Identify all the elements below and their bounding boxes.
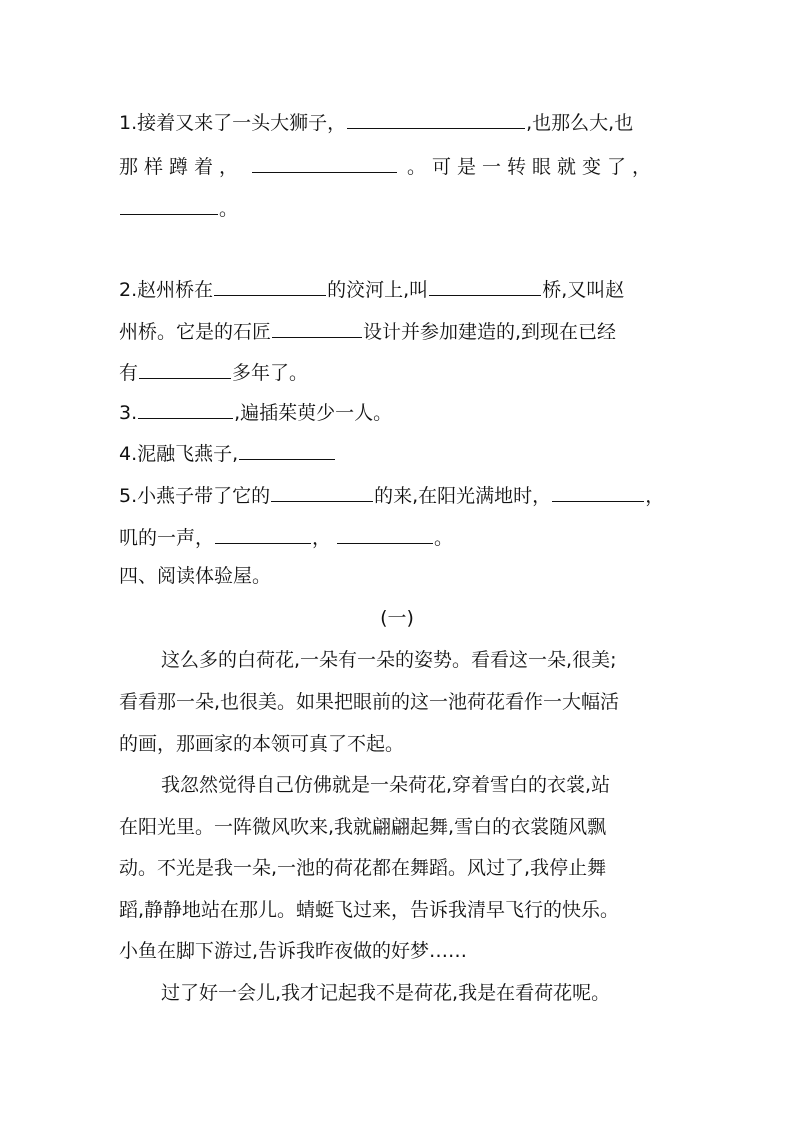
q5-blank-4[interactable]: [337, 523, 433, 544]
q1-text-5: 。: [219, 198, 239, 220]
q2-text-4: 州桥。它是的石匠: [119, 321, 272, 343]
q5-text-2: 的来,在阳光满地时，: [374, 485, 552, 507]
passage-heading: (一): [380, 607, 414, 629]
q5-blank-3[interactable]: [215, 523, 311, 544]
passage-p2-line-5: 小鱼在脚下游过,告诉我昨夜做的好梦……: [119, 940, 468, 962]
q1-blank-1[interactable]: [347, 108, 525, 129]
q1-text-4: 。可是一转眼就变了，: [407, 156, 658, 178]
q3-line: [119, 398, 694, 425]
passage-p3-line-1: 过了好一会儿,我才记起我不是荷花,我是在看荷花呢。: [161, 982, 611, 1004]
passage-p2-line-2: 在阳光里。一阵微风吹来,我就翩翩起舞,雪白的衣裳随风飘: [119, 816, 607, 838]
q2-line-1: [119, 275, 694, 302]
section-title: 四、阅读体验屋。: [119, 565, 272, 587]
q2-blank-3[interactable]: [272, 317, 362, 338]
q5-blank-2[interactable]: [552, 481, 644, 502]
q2-text-1: 2.赵州桥在: [119, 279, 214, 301]
q2-blank-2[interactable]: [429, 275, 541, 296]
q5-line-1: [119, 481, 694, 508]
q5-text-6: 。: [434, 527, 454, 549]
q2-line-2: [119, 317, 694, 344]
q5-blank-1[interactable]: [271, 481, 373, 502]
passage-p2-line-3: 动。不光是我一朵,一池的荷花都在舞蹈。风过了,我停止舞: [119, 857, 607, 879]
q2-text-3: 桥,又叫赵: [542, 279, 625, 301]
q2-text-5: 设计并参加建造的,到现在已经: [363, 321, 617, 343]
q1-blank-2[interactable]: [252, 152, 397, 173]
q1-line-2: [119, 152, 694, 179]
q5-text-5: ，: [312, 527, 332, 549]
q2-line-3: [119, 358, 694, 385]
q1-text-1: 1.接着又来了一头大狮子，: [119, 112, 347, 134]
q4-text-1: 4.泥融飞燕子,: [119, 443, 239, 465]
q5-line-2: [119, 523, 694, 550]
q3-text-2: ,遍插茱萸少一人。: [234, 402, 393, 424]
q2-text-6: 有: [119, 362, 139, 384]
q2-text-7: 多年了。: [232, 362, 309, 384]
passage-p2-line-4: 蹈,静静地站在那儿。蜻蜓飞过来，告诉我清早飞行的快乐。: [119, 899, 620, 921]
q5-text-4: 叽的一声，: [119, 527, 215, 549]
q2-text-2: 的洨河上,叫: [327, 279, 429, 301]
q1-text-2: ,也那么大,也: [526, 112, 634, 134]
q3-blank-1[interactable]: [138, 398, 233, 419]
q4-line: [119, 439, 694, 466]
passage-p1-line-1: 这么多的白荷花,一朵有一朵的姿势。看看这一朵,很美;: [161, 649, 617, 671]
q1-line-3: [119, 194, 694, 221]
q3-text-1: 3.: [119, 402, 138, 424]
q5-text-3: ，: [645, 485, 665, 507]
q2-blank-4[interactable]: [139, 358, 231, 379]
q5-text-1: 5.小燕子带了它的: [119, 485, 271, 507]
passage-p1-line-3: 的画，那画家的本领可真了不起。: [119, 733, 405, 755]
passage-p1-line-2: 看看那一朵,也很美。如果把眼前的这一池荷花看作一大幅活: [119, 691, 620, 713]
q1-text-3: 那样蹲着，: [119, 156, 245, 178]
q4-blank-1[interactable]: [239, 439, 335, 460]
passage-p2-line-1: 我忽然觉得自己仿佛就是一朵荷花,穿着雪白的衣裳,站: [161, 774, 611, 796]
q1-blank-3[interactable]: [120, 194, 218, 215]
q2-blank-1[interactable]: [214, 275, 326, 296]
q1-line-1: [119, 108, 694, 135]
